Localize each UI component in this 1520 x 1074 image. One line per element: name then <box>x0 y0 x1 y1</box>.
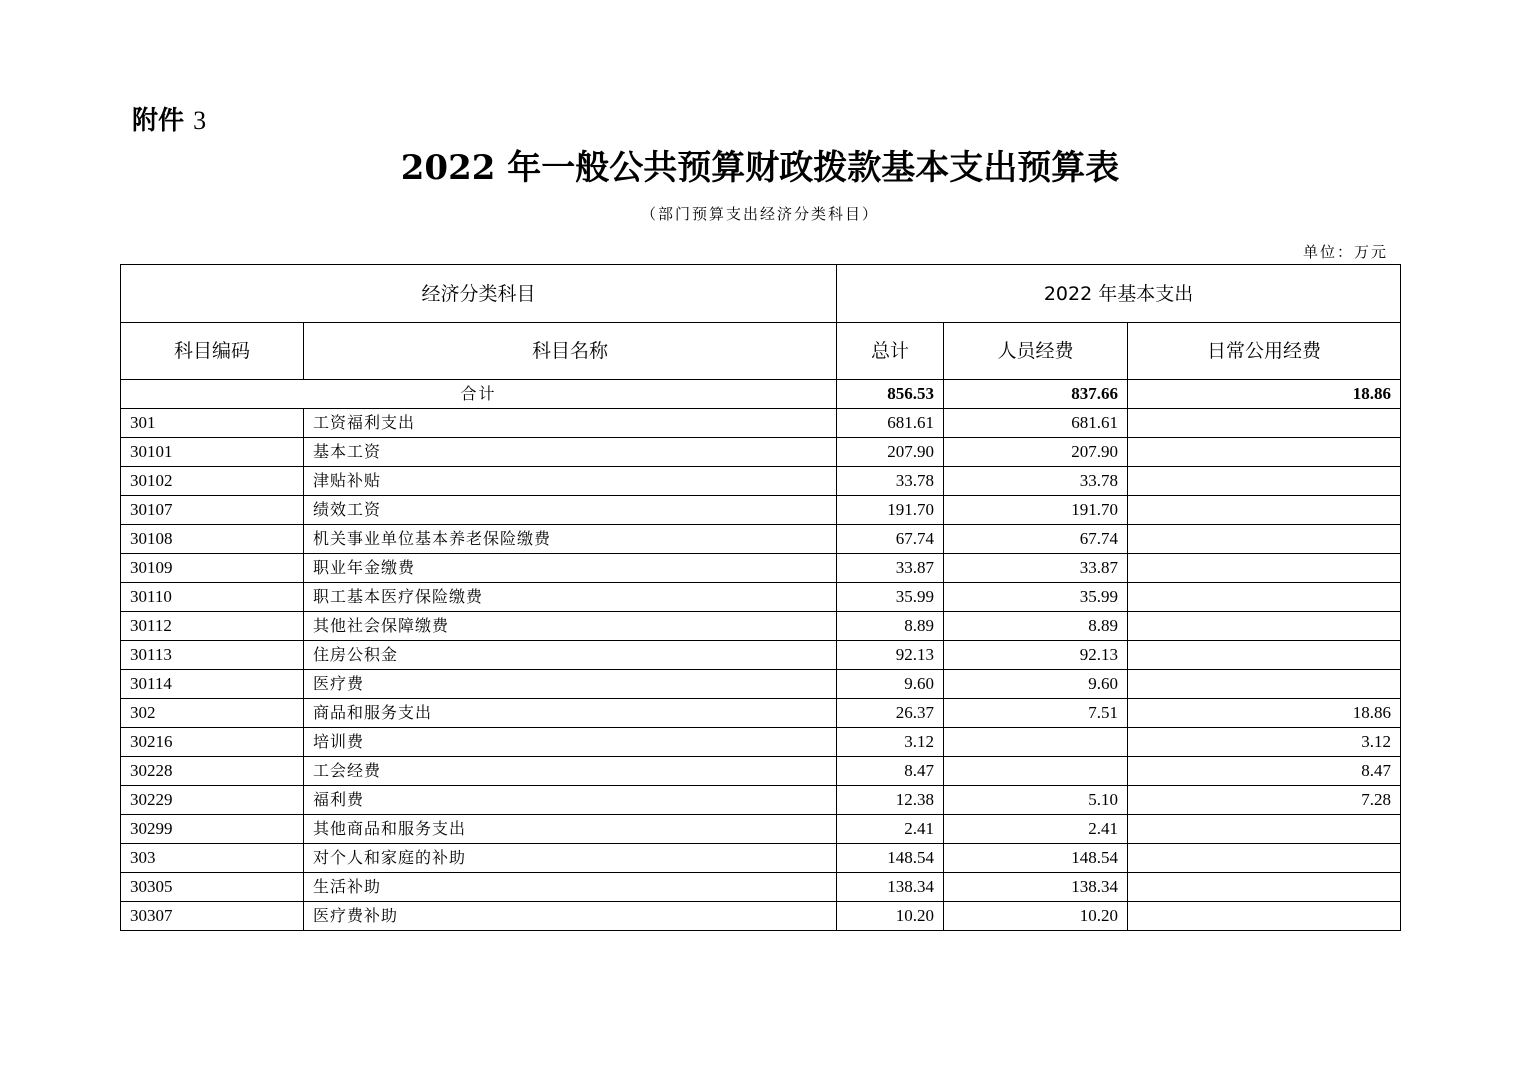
header-personnel: 人员经费 <box>944 323 1128 380</box>
table-row <box>121 525 1401 554</box>
total-label: 合计 <box>121 380 837 409</box>
budget-table <box>120 264 1401 931</box>
cell-public <box>1128 525 1401 554</box>
cell-personnel: 67.74 <box>944 525 1128 554</box>
cell-name: 津贴补贴 <box>304 467 837 496</box>
cell-code: 30110 <box>121 583 304 612</box>
cell-public <box>1128 902 1401 931</box>
cell-public: 18.86 <box>1128 699 1401 728</box>
table-row <box>121 612 1401 641</box>
cell-code: 30108 <box>121 525 304 554</box>
document-subtitle: （部门预算支出经济分类科目） <box>640 205 879 223</box>
total-total: 856.53 <box>837 380 944 409</box>
cell-name: 商品和服务支出 <box>304 699 837 728</box>
cell-public <box>1128 409 1401 438</box>
cell-total: 10.20 <box>837 902 944 931</box>
column-header-row <box>121 323 1401 380</box>
cell-public <box>1128 438 1401 467</box>
cell-code: 30101 <box>121 438 304 467</box>
total-personnel: 837.66 <box>944 380 1128 409</box>
cell-public <box>1128 583 1401 612</box>
cell-name: 工会经费 <box>304 757 837 786</box>
group-header-row <box>121 265 1401 323</box>
cell-public <box>1128 641 1401 670</box>
table-row <box>121 815 1401 844</box>
cell-public <box>1128 612 1401 641</box>
attachment-number: 3 <box>193 106 207 135</box>
cell-total: 8.47 <box>837 757 944 786</box>
cell-code: 30216 <box>121 728 304 757</box>
table-row <box>121 670 1401 699</box>
table-row <box>121 554 1401 583</box>
table-row <box>121 757 1401 786</box>
cell-public: 7.28 <box>1128 786 1401 815</box>
cell-total: 2.41 <box>837 815 944 844</box>
cell-total: 191.70 <box>837 496 944 525</box>
cell-code: 30112 <box>121 612 304 641</box>
cell-public <box>1128 496 1401 525</box>
attachment-label <box>132 104 206 138</box>
cell-total: 3.12 <box>837 728 944 757</box>
cell-total: 681.61 <box>837 409 944 438</box>
cell-personnel: 7.51 <box>944 699 1128 728</box>
cell-name: 医疗费补助 <box>304 902 837 931</box>
cell-total: 33.78 <box>837 467 944 496</box>
cell-personnel: 92.13 <box>944 641 1128 670</box>
cell-public: 3.12 <box>1128 728 1401 757</box>
cell-code: 30107 <box>121 496 304 525</box>
cell-total: 26.37 <box>837 699 944 728</box>
cell-total: 33.87 <box>837 554 944 583</box>
cell-public <box>1128 467 1401 496</box>
cell-personnel: 8.89 <box>944 612 1128 641</box>
cell-name: 绩效工资 <box>304 496 837 525</box>
cell-public: 8.47 <box>1128 757 1401 786</box>
total-public: 18.86 <box>1128 380 1401 409</box>
cell-name: 其他社会保障缴费 <box>304 612 837 641</box>
cell-personnel: 33.87 <box>944 554 1128 583</box>
cell-personnel: 2.41 <box>944 815 1128 844</box>
table-row <box>121 641 1401 670</box>
cell-code: 30114 <box>121 670 304 699</box>
header-total: 总计 <box>837 323 944 380</box>
cell-public <box>1128 815 1401 844</box>
cell-name: 医疗费 <box>304 670 837 699</box>
cell-total: 12.38 <box>837 786 944 815</box>
cell-personnel: 138.34 <box>944 873 1128 902</box>
cell-name: 培训费 <box>304 728 837 757</box>
unit-label: 单位：万元 <box>1302 243 1388 261</box>
cell-name: 机关事业单位基本养老保险缴费 <box>304 525 837 554</box>
cell-total: 35.99 <box>837 583 944 612</box>
table-row <box>121 873 1401 902</box>
header-basic-expense-2022: 2022 年基本支出 <box>837 265 1401 323</box>
cell-public <box>1128 873 1401 902</box>
cell-personnel: 148.54 <box>944 844 1128 873</box>
cell-name: 职工基本医疗保险缴费 <box>304 583 837 612</box>
cell-personnel: 9.60 <box>944 670 1128 699</box>
cell-total: 207.90 <box>837 438 944 467</box>
table-row <box>121 902 1401 931</box>
cell-total: 148.54 <box>837 844 944 873</box>
cell-name: 基本工资 <box>304 438 837 467</box>
table-row <box>121 583 1401 612</box>
cell-code: 30305 <box>121 873 304 902</box>
cell-personnel: 35.99 <box>944 583 1128 612</box>
header-name: 科目名称 <box>304 323 837 380</box>
cell-code: 302 <box>121 699 304 728</box>
cell-personnel: 10.20 <box>944 902 1128 931</box>
cell-personnel: 207.90 <box>944 438 1128 467</box>
cell-code: 30228 <box>121 757 304 786</box>
header-economic-category: 经济分类科目 <box>121 265 837 323</box>
cell-name: 其他商品和服务支出 <box>304 815 837 844</box>
table-row <box>121 409 1401 438</box>
cell-public <box>1128 554 1401 583</box>
cell-name: 住房公积金 <box>304 641 837 670</box>
cell-total: 92.13 <box>837 641 944 670</box>
total-row <box>121 380 1401 409</box>
cell-name: 职业年金缴费 <box>304 554 837 583</box>
cell-name: 福利费 <box>304 786 837 815</box>
table-row <box>121 467 1401 496</box>
cell-total: 138.34 <box>837 873 944 902</box>
table-row <box>121 728 1401 757</box>
cell-total: 9.60 <box>837 670 944 699</box>
cell-code: 30307 <box>121 902 304 931</box>
cell-personnel: 681.61 <box>944 409 1128 438</box>
cell-name: 生活补助 <box>304 873 837 902</box>
table-row <box>121 699 1401 728</box>
cell-code: 30109 <box>121 554 304 583</box>
header-code: 科目编码 <box>121 323 304 380</box>
cell-personnel: 191.70 <box>944 496 1128 525</box>
cell-personnel <box>944 757 1128 786</box>
table-row <box>121 438 1401 467</box>
cell-total: 67.74 <box>837 525 944 554</box>
table-row <box>121 844 1401 873</box>
cell-code: 303 <box>121 844 304 873</box>
cell-name: 工资福利支出 <box>304 409 837 438</box>
cell-code: 30299 <box>121 815 304 844</box>
table-row <box>121 786 1401 815</box>
cell-name: 对个人和家庭的补助 <box>304 844 837 873</box>
cell-code: 301 <box>121 409 304 438</box>
cell-public <box>1128 670 1401 699</box>
cell-personnel <box>944 728 1128 757</box>
cell-personnel: 5.10 <box>944 786 1128 815</box>
table-row <box>121 496 1401 525</box>
attachment-label-text: 附件 <box>132 106 185 136</box>
header-public: 日常公用经费 <box>1128 323 1401 380</box>
cell-total: 8.89 <box>837 612 944 641</box>
cell-public <box>1128 844 1401 873</box>
cell-code: 30229 <box>121 786 304 815</box>
cell-code: 30102 <box>121 467 304 496</box>
cell-personnel: 33.78 <box>944 467 1128 496</box>
cell-code: 30113 <box>121 641 304 670</box>
document-title: 2022 年一般公共预算财政拨款基本支出预算表 <box>400 148 1120 188</box>
